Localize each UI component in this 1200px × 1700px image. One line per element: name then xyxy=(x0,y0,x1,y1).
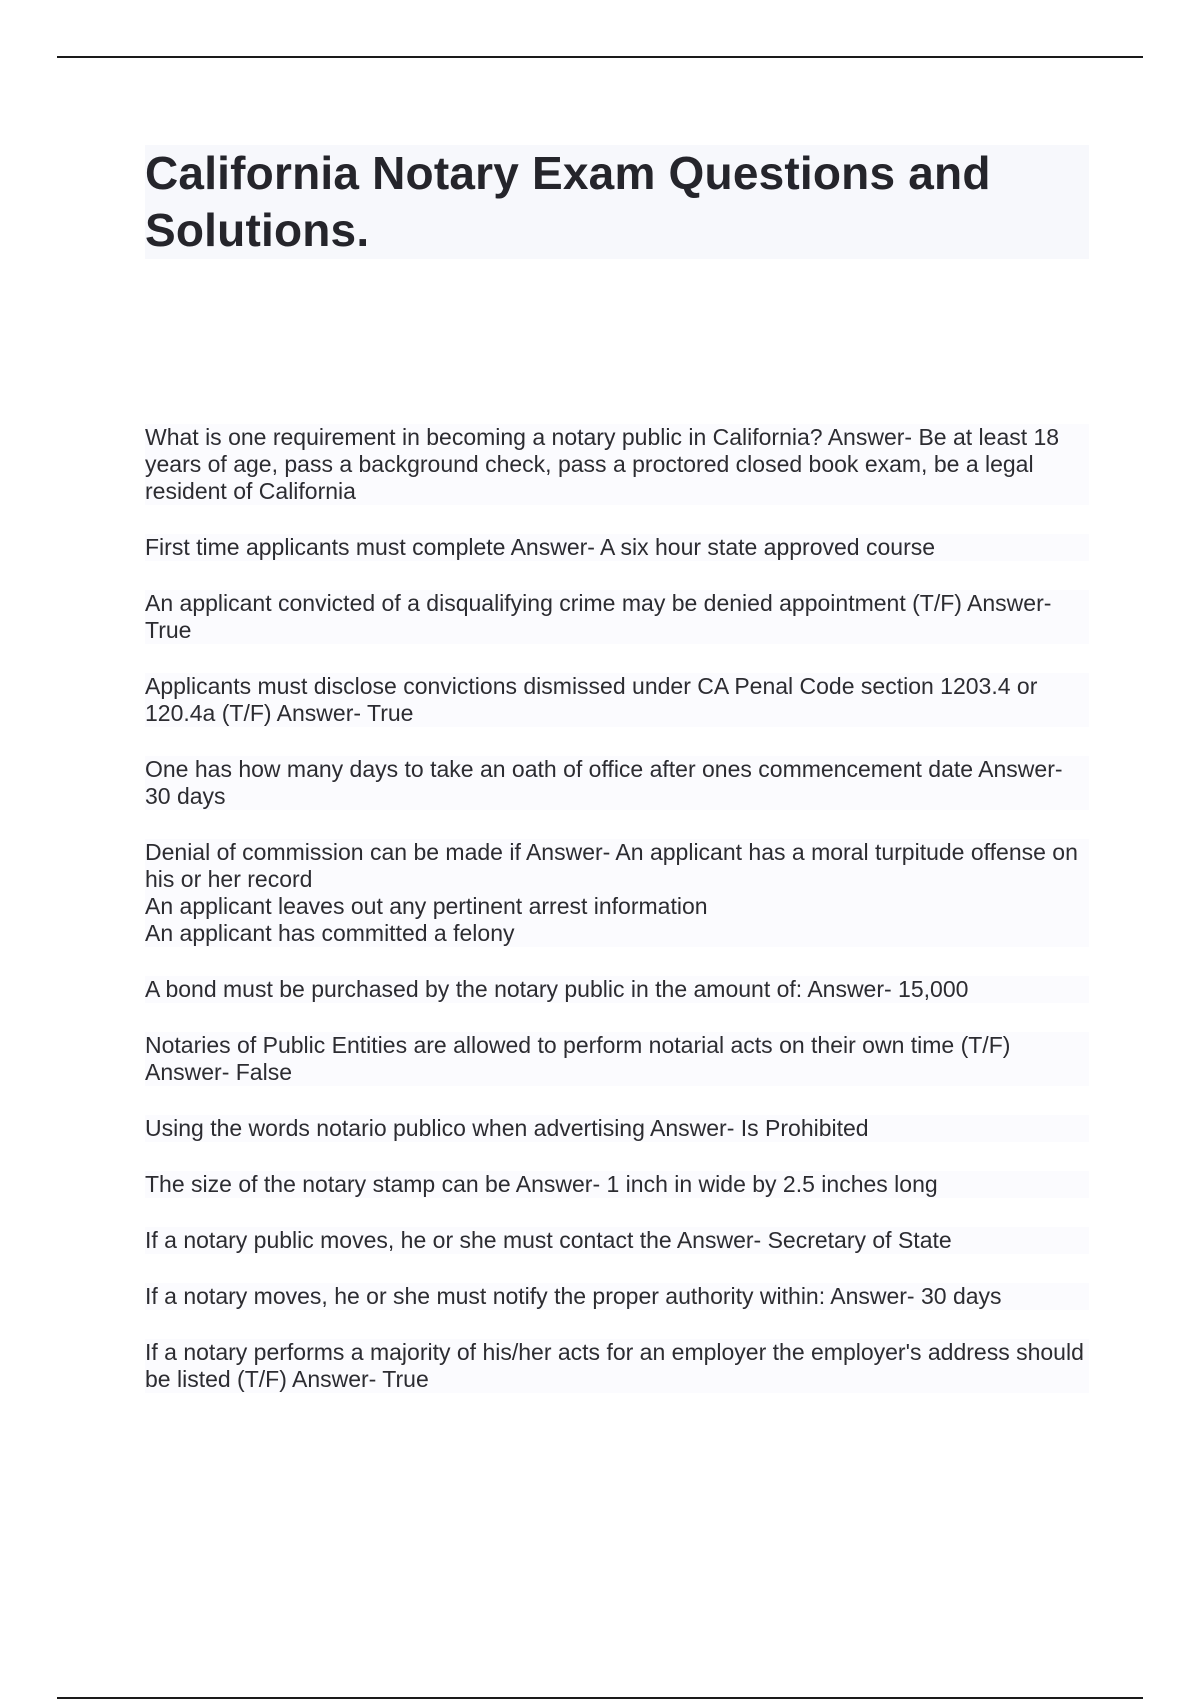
qa-item: First time applicants must complete Answer- A six hour state approved course xyxy=(145,534,1089,561)
qa-item: Notaries of Public Entities are allowed to perform notarial acts on their own time (T/F) Answer- False xyxy=(145,1032,1089,1086)
page-title: California Notary Exam Questions and Solutions. xyxy=(145,147,991,256)
qa-item: A bond must be purchased by the notary public in the amount of: Answer- 15,000 xyxy=(145,976,1089,1003)
qa-list xyxy=(145,424,1089,1422)
qa-item: The size of the notary stamp can be Answer- 1 inch in wide by 2.5 inches long xyxy=(145,1171,1089,1198)
qa-item: If a notary public moves, he or she must contact the Answer- Secretary of State xyxy=(145,1227,1089,1254)
qa-item: An applicant convicted of a disqualifying crime may be denied appointment (T/F) Answer- True xyxy=(145,590,1089,644)
qa-item: One has how many days to take an oath of office after ones commencement date Answer- 30 days xyxy=(145,756,1089,810)
qa-item: What is one requirement in becoming a notary public in California? Answer- Be at least 18 years of age, pass a background check, pass a proctored closed book exam, be a legal resident of California xyxy=(145,424,1089,505)
title-block xyxy=(145,145,1089,259)
page-bottom-rule xyxy=(57,1697,1143,1699)
qa-item: Using the words notario publico when advertising Answer- Is Prohibited xyxy=(145,1115,1089,1142)
qa-item: Applicants must disclose convictions dismissed under CA Penal Code section 1203.4 or 120.4a (T/F) Answer- True xyxy=(145,673,1089,727)
qa-item: If a notary moves, he or she must notify the proper authority within: Answer- 30 days xyxy=(145,1283,1089,1310)
qa-item: Denial of commission can be made if Answer- An applicant has a moral turpitude offense on his or her record An applicant leaves out any pertinent arrest information An applicant has committed a felony xyxy=(145,839,1089,947)
qa-item: If a notary performs a majority of his/her acts for an employer the employer's address should be listed (T/F) Answer- True xyxy=(145,1339,1089,1393)
page-top-rule xyxy=(57,56,1143,58)
